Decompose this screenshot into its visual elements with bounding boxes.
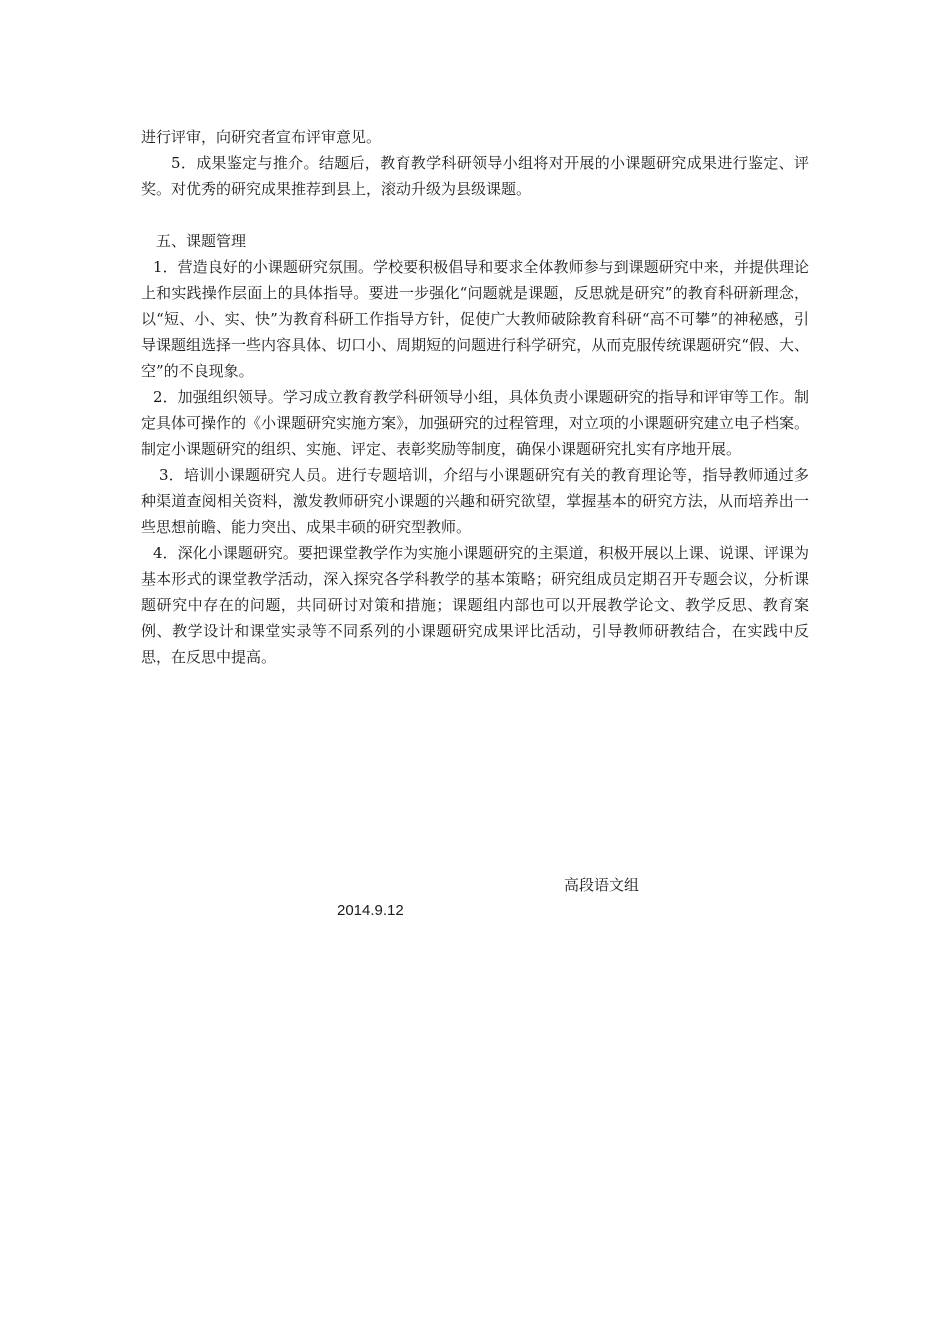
signature-group-name: 高段语文组	[564, 876, 640, 894]
section-heading-topic-management: 五、课题管理	[156, 232, 247, 250]
paragraph-management-3: 3．培训小课题研究人员。进行专题培训，介绍与小课题研究有关的教育理论等，指导教师通过多种渠道查阅相关资料，激发教师研究小课题的兴趣和研究欲望，掌握基本的研究方法，从而培养出一些思想前瞻、能力突出、成果丰硕的研究型教师。	[141, 466, 809, 536]
paragraph-management-4: 4．深化小课题研究。要把课堂教学作为实施小课题研究的主渠道，积极开展以上课、说课、评课为基本形式的课堂教学活动，深入探究各学科教学的基本策略；研究组成员定期召开专题会议，分析课题研究中存在的问题，共同研讨对策和措施；课题组内部也可以开展教学论文、教学反思、教育案例、教学设计和课堂实录等不同系列的小课题研究成果评比活动，引导教师研教结合，在实践中反思，在反思中提高。	[141, 544, 809, 666]
paragraph-management-1: 1．营造良好的小课题研究氛围。学校要积极倡导和要求全体教师参与到课题研究中来，并提供理论上和实践操作层面上的具体指导。要进一步强化“问题就是课题，反思就是研究”的教育科研新理念，以“短、小、实、快”为教育科研工作指导方针，促使广大教师破除教育科研“高不可攀”的神秘感，引导课题组选择一些内容具体、切口小、周期短的问题进行科学研究，从而克服传统课题研究“假、大、空”的不良现象。	[141, 258, 809, 380]
document-body	[141, 124, 809, 670]
signature-date: 2014.9.12	[337, 902, 404, 919]
paragraph-item-5-appraisal: 5．成果鉴定与推介。结题后，教育教学科研领导小组将对开展的小课题研究成果进行鉴定、评奖。对优秀的研究成果推荐到县上，滚动升级为县级课题。	[141, 154, 809, 198]
paragraph-management-2: 2．加强组织领导。学习成立教育教学科研领导小组，具体负责小课题研究的指导和评审等工作。制定具体可操作的《小课题研究实施方案》，加强研究的过程管理，对立项的小课题研究建立电子档案。制定小课题研究的组织、实施、评定、表彰奖励等制度，确保小课题研究扎实有序地开展。	[141, 388, 809, 458]
paragraph-spacer	[141, 202, 809, 228]
paragraph-review-continuation: 进行评审，向研究者宣布评审意见。	[141, 128, 382, 146]
